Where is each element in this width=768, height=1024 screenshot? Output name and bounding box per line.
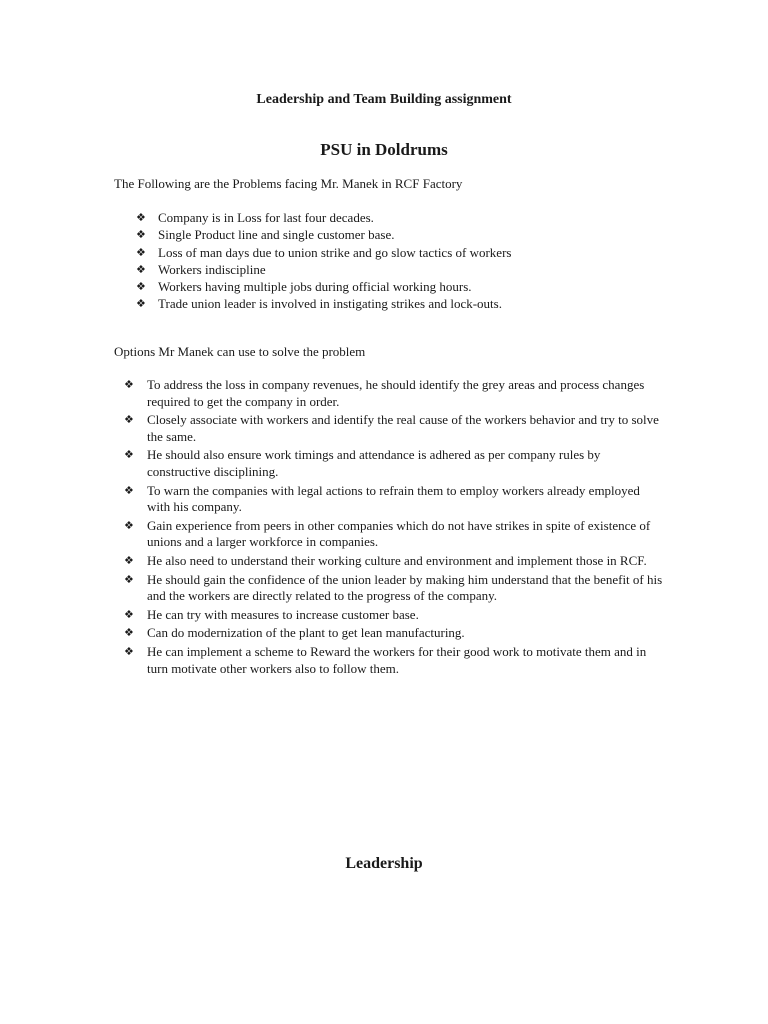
- list-item: [124, 572, 664, 605]
- list-item-text: To address the loss in company revenues, he should identify the grey areas and process changes required to get the company in order.: [147, 377, 645, 409]
- list-item-text: Loss of man days due to union strike and go slow tactics of workers: [158, 244, 512, 260]
- list-item-text: Trade union leader is involved in instigating strikes and lock-outs.: [158, 296, 502, 312]
- problems-list: [136, 209, 511, 313]
- list-item-text: Can do modernization of the plant to get lean manufacturing.: [147, 625, 465, 641]
- list-item-text: Closely associate with workers and identify the real cause of the workers behavior and try to solve the same.: [147, 412, 659, 444]
- diamond-bullet-icon: ❖: [124, 413, 134, 427]
- list-item: [124, 553, 664, 570]
- diamond-bullet-icon: ❖: [124, 518, 134, 532]
- list-item-text: Workers indiscipline: [158, 261, 266, 277]
- list-item: [124, 644, 664, 677]
- problems-intro: The Following are the Problems facing Mr. Manek in RCF Factory: [114, 176, 463, 191]
- diamond-bullet-icon: ❖: [124, 607, 134, 621]
- list-item: [124, 412, 664, 445]
- list-item-text: Single Product line and single customer base.: [158, 227, 395, 243]
- section-heading-leadership: Leadership: [345, 855, 423, 872]
- list-item-text: He can try with measures to increase customer base.: [147, 606, 419, 622]
- diamond-bullet-icon: ❖: [136, 228, 146, 242]
- diamond-bullet-icon: ❖: [124, 572, 134, 586]
- list-item: [136, 278, 511, 295]
- list-item: [136, 261, 511, 278]
- options-list: [124, 377, 664, 679]
- list-item: [136, 244, 511, 261]
- diamond-bullet-icon: ❖: [124, 448, 134, 462]
- list-item-text: He should also ensure work timings and attendance is adhered as per company rules by constructive disciplining.: [147, 447, 601, 479]
- diamond-bullet-icon: ❖: [136, 262, 146, 276]
- list-item-text: Workers having multiple jobs during official working hours.: [158, 279, 472, 295]
- diamond-bullet-icon: ❖: [124, 626, 134, 640]
- document-title: PSU in Doldrums: [320, 140, 448, 159]
- diamond-bullet-icon: ❖: [136, 280, 146, 294]
- list-item-text: He can implement a scheme to Reward the workers for their good work to motivate them and in turn motivate other workers also to follow them.: [147, 643, 647, 676]
- diamond-bullet-icon: ❖: [124, 378, 134, 391]
- diamond-bullet-icon: ❖: [124, 483, 134, 497]
- list-item: [136, 295, 511, 312]
- list-item: [124, 377, 664, 410]
- diamond-bullet-icon: ❖: [136, 211, 146, 224]
- list-item: [136, 209, 511, 226]
- list-item-text: To warn the companies with legal actions to refrain them to employ workers already employed with his company.: [147, 482, 640, 515]
- list-item-text: He should gain the confidence of the union leader by making him understand that the benefit of his and the workers are directly related to the progress of the company.: [147, 571, 663, 604]
- diamond-bullet-icon: ❖: [124, 553, 134, 567]
- list-item: [124, 518, 664, 551]
- list-item: [124, 447, 664, 480]
- diamond-bullet-icon: ❖: [124, 644, 134, 658]
- list-item-text: Gain experience from peers in other companies which do not have strikes in spite of existence of unions and a larger workforce in companies.: [147, 517, 651, 550]
- list-item: [136, 226, 511, 243]
- assignment-title: Leadership and Team Building assignment: [256, 92, 512, 107]
- diamond-bullet-icon: ❖: [136, 297, 146, 311]
- list-item: [124, 607, 664, 624]
- list-item: [124, 483, 664, 516]
- list-item-text: He also need to understand their working culture and environment and implement those in RCF.: [147, 552, 647, 568]
- list-item: [124, 625, 664, 642]
- list-item-text: Company is in Loss for last four decades.: [158, 210, 374, 225]
- options-intro: Options Mr Manek can use to solve the problem: [114, 344, 366, 359]
- diamond-bullet-icon: ❖: [136, 245, 146, 259]
